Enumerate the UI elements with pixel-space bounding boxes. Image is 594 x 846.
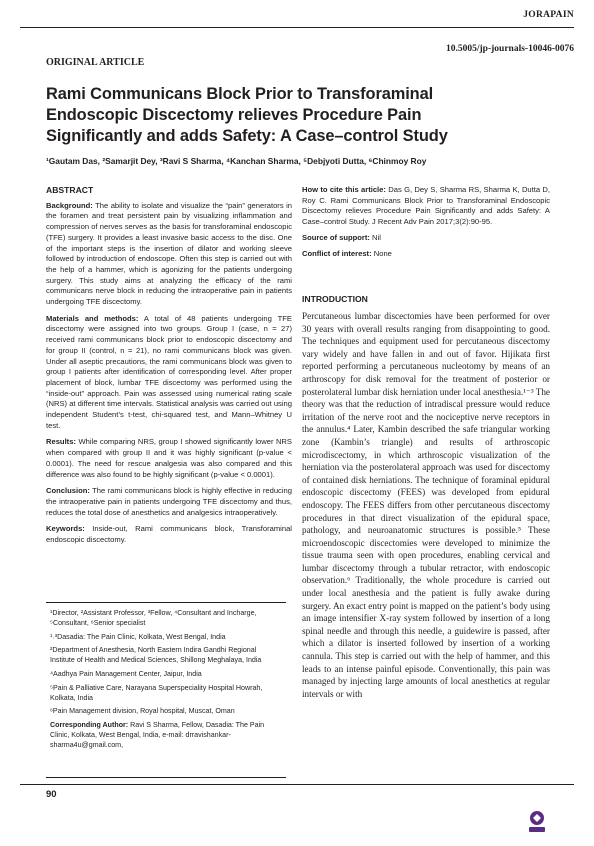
keywords-label: Keywords: [46, 524, 85, 534]
background-text: The ability to isolate and visualize the “pain” generators in the foramen and treat persistent pain by visualizing inflammation and compression of nerves serves as the basis for transforaminal endoscopic (TFE) surgery. It provides a least invasive basic access to the disc. One of the important steps is the insertion of dilator and working sleeve followed by introduction of endoscope. Often this step is carried out with the help of a hammer, which is agonizing for the patients undergoing surgery. This study aims at analyzing the efficacy of the rami communicans nerve block in reducing the intraoperative pain in patients undergoing TFE discectomy. [46, 200, 292, 307]
support-value: Nil [372, 232, 381, 242]
affiliation-1: ¹˒³Dasadia: The Pain Clinic, Kolkata, West Bengal, India [50, 632, 226, 641]
how-to-cite [302, 185, 550, 228]
conclusion-text: The rami communicans block is highly effective in reducing the intraoperative pain in patients undergoing TFE discectomy and thus, reduces the total dose of anesthetics and analgesics intraoperatively. [46, 486, 292, 517]
affiliations-box [46, 602, 286, 778]
introduction-body [302, 310, 550, 700]
abstract-conclusion [46, 486, 292, 518]
title-line: Significantly and adds Safety: A Case–control Study [46, 127, 448, 145]
abstract-section [46, 185, 292, 552]
title-line: Endoscopic Discectomy relieves Procedure Pain [46, 106, 422, 124]
introduction-heading: INTRODUCTION [302, 294, 368, 304]
conflict-label: Conflict of interest: [302, 248, 372, 258]
conclusion-label: Conclusion: [46, 486, 90, 496]
citation-section [302, 185, 550, 264]
affiliation-4: ⁵Pain & Palliative Care, Narayana Superspeciality Hospital Howrah, Kolkata, India [50, 683, 263, 702]
cite-label: How to cite this article: [302, 185, 386, 194]
introduction-paragraph: Percutaneous lumbar discectomies have been performed for over 30 years with overall results ranging from disappointing to good. The techniques and equipment used for percutaneous discectomy vary widely and have fallen in and out of favor. Hijikata first reported performing a percutaneous nucleotomy by means of an arthroscopy for disk removal for the treatment of posterior or posterolateral lumbar disk herniation under local anesthesia.¹⁻³ The theory was that the reduction of intradiscal pressure would reduce irritation of the nerve root and the nociceptive nerve receptors in the annulus.⁴ Later, Kambin described the safe triangular working zone (Kambin’s triangle) and results of arthroscopic microdiscectomy, in which arthroscopic visualization of the herniation via the posterolateral approach was used for discectomy of contained disk herniations. The technique of foraminal epidural endoscopic discectomy (FEES) was developed from epidural endoscopy. The FEES differs from other percutaneous discectomy procedures in that direct visualization of the epidural space, pathology, and neuroanatomic structures is possible.⁵ These microendoscopic discectomies were developed to minimize the tissue trauma seen with open procedures, enabling cervical and lumbar discectomy through a tubular retractor, with endoscopic observation.⁶ Traditionally, the whole procedure is carried out under local anesthesia and the patient is fully awake during surgery. An exact entry point is mapped on the patient’s body using an image intensifier X-ray system followed by insertion of a long spinal needle and through this needle, a guidewire is passed, after which a dilator is inserted followed by insertion of a working cannula. This step is carried out with the help of hammer, and this leads to an intense painful episode. Conventionally, this pain was managed by injecting large amounts of local anesthetics at regular intervals or with [302, 311, 550, 699]
abstract-background [46, 201, 292, 308]
abstract-methods [46, 314, 292, 432]
affiliation-5: ⁶Pain Management division, Royal hospital, Muscat, Oman [50, 707, 235, 716]
conflict-of-interest [302, 249, 550, 260]
methods-label: Materials and methods: [46, 313, 139, 323]
page-number: 90 [46, 789, 57, 800]
affiliation-2: ²Department of Anesthesia, North Eastern Indira Gandhi Regional Institute of Health and Medical Sciences, Shillong Meghalaya, India [50, 646, 262, 665]
cite-text: Das G, Dey S, Sharma RS, Sharma K, Dutta D, Roy C. Rami Communicans Block Prior to Transforaminal Endoscopic Discectomy relieves Procedure Pain Significantly and adds Safety: A Case–control Study. J Recent Adv Pain 2017;3(2):90-95. [302, 185, 550, 227]
background-label: Background: [46, 200, 93, 210]
title-line: Rami Communicans Block Prior to Transforaminal [46, 85, 434, 103]
corresponding-label: Corresponding Author: [50, 721, 129, 730]
author-roles: ¹Director, ²Assistant Professor, ³Fellow, ⁴Consultant and Incharge, ⁵Consultant, ⁶Senior specialist [50, 609, 257, 627]
affiliation-3: ⁴Aadhya Pain Management Center, Jaipur, India [50, 669, 202, 678]
corresponding-author [50, 721, 282, 750]
abstract-keywords [46, 524, 292, 545]
abstract-heading: ABSTRACT [46, 185, 94, 195]
results-text: While comparing NRS, group I showed significantly lower NRS when compared with group II and it was highly significant (p-value < 0.0001). The need for rescue analgesia was also compared and this difference was also found to be highly significant (p-value < 0.0001). [46, 437, 292, 479]
source-of-support [302, 233, 550, 244]
journal-name: JORAPAIN [523, 10, 574, 20]
jaypee-logo-icon [526, 810, 548, 834]
article-title [46, 84, 566, 147]
article-type: ORIGINAL ARTICLE [46, 57, 145, 68]
doi: 10.5005/jp-journals-10046-0076 [446, 44, 574, 54]
support-label: Source of support: [302, 232, 370, 242]
keywords-text: Inside-out, Rami communicans block, Transforaminal endoscopic discectomy. [46, 524, 292, 545]
header-divider [20, 27, 574, 28]
results-label: Results: [46, 437, 76, 447]
methods-text: A total of 48 patients undergoing TFE discectomy were assigned into two groups. Group I (case, n = 27) received rami communicans block prior to endoscopic discectomy and for group II (control, n = 21), no rami communicans block was given. Under all aseptic precautions, the rami communicans block was given to group I patients after identification of corresponding level. After proper placement of block, lumbar TFE discectomy was performed using the “inside-out” approach. Pain was assessed using numerical rating scale (NRS) at different time intervals. Statistical analysis was carried out using independent Student’s t-test, chi-squared test, and Mann–Whitney U test. [46, 313, 292, 430]
footer-divider [20, 784, 574, 785]
author-list: ¹Gautam Das, ²Samarjit Dey, ³Ravi S Sharma, ⁴Kanchan Sharma, ⁵Debjyoti Dutta, ⁶Chinmoy Roy [46, 156, 427, 166]
abstract-results [46, 437, 292, 480]
conflict-value: None [373, 248, 392, 258]
corresponding-text: Ravi S Sharma, Fellow, Dasadia: The Pain Clinic, Kolkata, West Bengal, India, e-mail: drravishankar-sharma4u@gmail.com, [50, 721, 265, 749]
